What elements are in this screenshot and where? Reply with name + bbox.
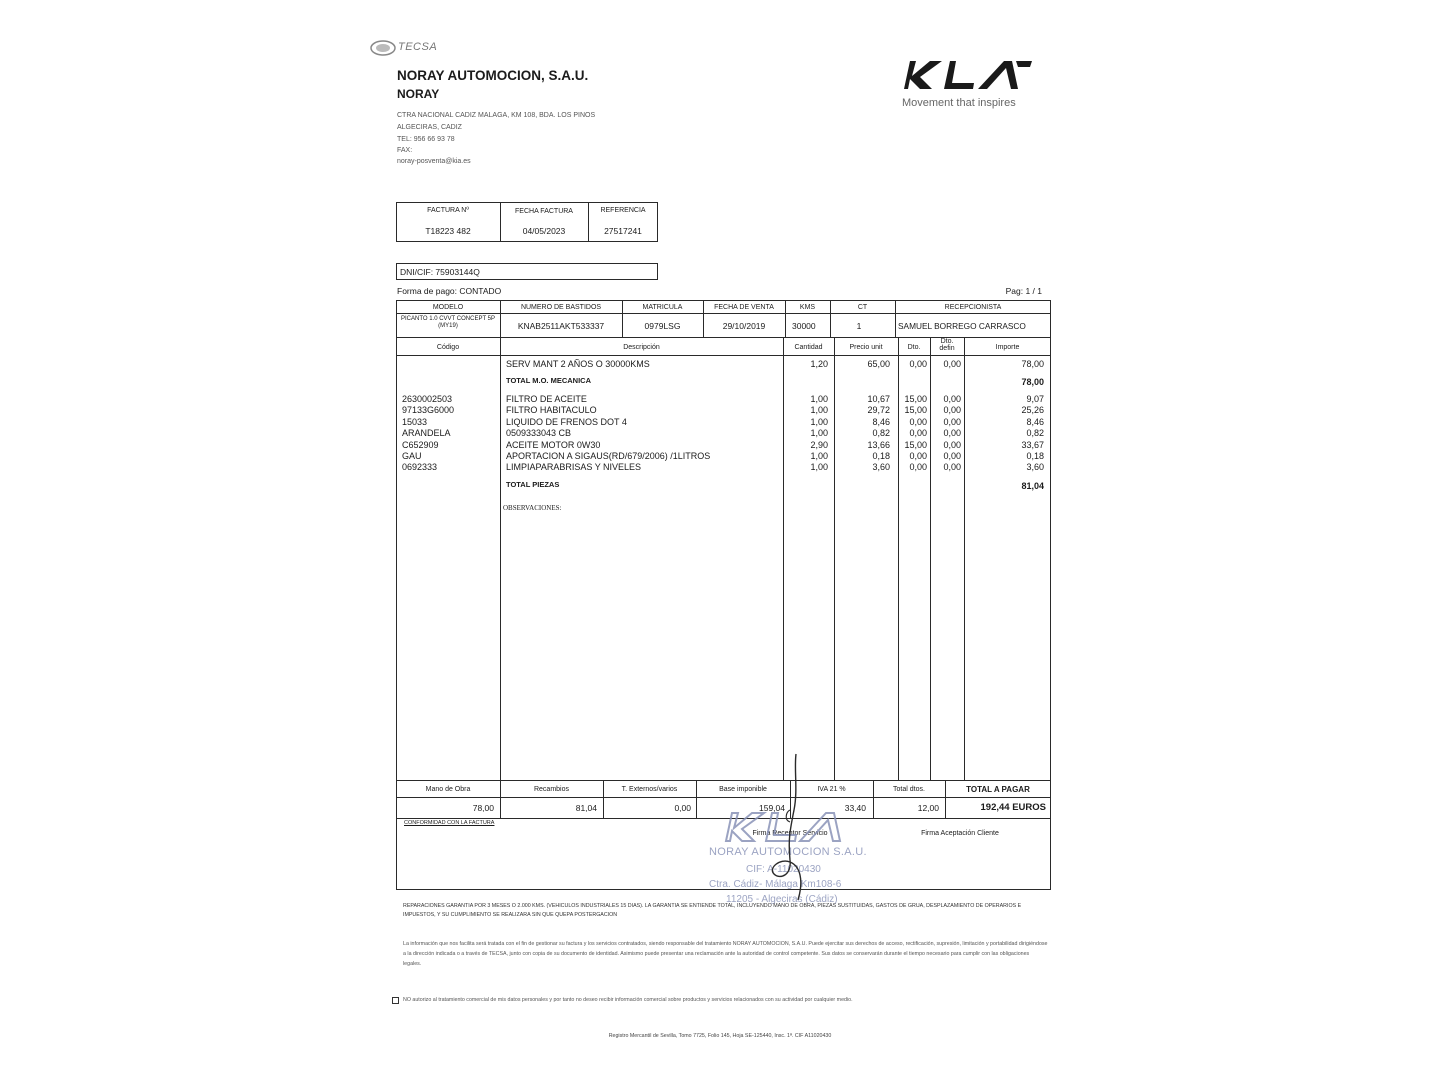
total-parts-label: Recambios	[533, 786, 569, 793]
dni-value: DNI/CIF: 75903144Q	[400, 267, 480, 277]
invoice-number: T18223 482	[425, 226, 471, 236]
company-tel: TEL: 956 66 93 78	[397, 136, 455, 143]
vehicle-plate-header: MATRICULA	[642, 304, 683, 311]
total-discounts-label: Total dtos.	[893, 786, 925, 793]
total-labor-label: Mano de Obra	[425, 786, 471, 793]
page-number: Pag: 1 / 1	[1005, 286, 1042, 296]
parts-amounts: 9,07 25,26 8,46 0,82 33,67 0,18 3,60	[1021, 394, 1044, 473]
parts-dtos2: 0,00 0,00 0,00 0,00 0,00 0,00 0,00	[943, 394, 961, 473]
vehicle-vin-header: NUMERO DE BASTIDOS	[520, 304, 602, 311]
total-vat-label: IVA 21 %	[817, 786, 846, 793]
company-short: NORAY	[397, 87, 440, 101]
labor-description: SERV MANT 2 AÑOS O 30000KMS	[506, 359, 650, 369]
lines-dto-header: Dto.	[907, 344, 921, 351]
tecsa-logo-icon	[370, 40, 396, 56]
invoice-reference-label: REFERENCIA	[600, 207, 646, 214]
vehicle-sale-date: 29/10/2019	[722, 321, 766, 331]
observations-label: OBSERVACIONES:	[503, 504, 562, 512]
total-labor: 78,00	[472, 803, 494, 813]
lines-amount-header: Importe	[995, 344, 1020, 351]
parts-dtos: 15,00 15,00 0,00 0,00 15,00 0,00 0,00	[904, 394, 927, 473]
vehicle-model-header: MODELO	[432, 304, 464, 311]
invoice-date: 04/05/2023	[522, 226, 566, 236]
payment-method: Forma de pago: CONTADO	[397, 286, 502, 296]
conformidad-label: CONFORMIDAD CON LA FACTURA	[404, 820, 495, 826]
kia-logo-icon	[900, 56, 1034, 92]
parts-prices: 10,67 29,72 8,46 0,82 13,66 0,18 3,60	[867, 394, 890, 473]
kia-tagline: Movement that inspires	[902, 97, 1016, 109]
vehicle-vin: KNAB2511AKT533337	[517, 321, 605, 331]
parts-total-label: TOTAL PIEZAS	[506, 480, 560, 489]
parts-qtys: 1,00 1,00 1,00 1,00 2,90 1,00 1,00	[810, 394, 828, 473]
stamp-line-2: CIF: A-11020430	[746, 864, 821, 875]
warranty-text: REPARACIONES GARANTIA POR 3 MESES O 2.000 KMS. (VEHICULOS INDUSTRIALES 15 DIAS). LA GARANTIA SE ENTIENDE TOTAL, INCLUYENDO MANO DE OBRA, PIEZAS SUSTITUIDAS, GASTOS DE GRUA, DESPLAZAMIENTO DE OPERARIOS E IMPUESTOS, Y SU CUMPLIMIENTO SE REALIZARA SIN QUE QUEPA POSTERGACION	[403, 903, 1022, 918]
labor-total: 78,00	[1021, 377, 1044, 387]
parts-total: 81,04	[1021, 481, 1044, 491]
kia-logo	[900, 56, 1040, 116]
stamp-line-3: Ctra. Cádiz- Málaga Km108-6	[709, 879, 842, 890]
total-vat: 33,40	[844, 803, 866, 813]
vehicle-model: PICANTO 1.0 CVVT CONCEPT 5P (MY19)	[400, 316, 496, 330]
total-discounts: 12,00	[917, 803, 939, 813]
invoice-reference: 27517241	[604, 226, 642, 236]
labor-total-label: TOTAL M.O. MECANICA	[506, 376, 591, 385]
company-address-2: ALGECIRAS, CADIZ	[397, 124, 462, 131]
stamp-line-4: 11205 - Algeciras (Cádiz)	[726, 894, 838, 905]
company-address-1: CTRA NACIONAL CADIZ MALAGA, KM 108, BDA. LOS PINOS	[397, 112, 596, 119]
labor-price: 65,00	[867, 359, 890, 369]
total-base: 159,04	[759, 803, 785, 813]
parts-descriptions: FILTRO DE ACEITE FILTRO HABITACULO LIQUIDO DE FRENOS DOT 4 0509333043 CB ACEITE MOTOR 0W30 APORTACION A SIGAUS(RD/679/2006) /1LITROS LIMPIAPARABRISAS Y NIVELES	[506, 394, 711, 473]
vehicle-kms: 30000	[792, 321, 816, 331]
client-signature-label: Firma Aceptación Cliente	[921, 830, 999, 837]
lines-dto2-header: Dto. defin	[939, 338, 955, 352]
labor-qty: 1,20	[810, 359, 828, 369]
vehicle-ct-header: CT	[857, 304, 868, 311]
total-external-label: T. Externos/varios	[621, 786, 678, 793]
labor-dto2: 0,00	[943, 359, 961, 369]
vehicle-plate: 0979LSG	[644, 321, 681, 331]
registry-text: Registro Mercantil de Sevilla, Tomo 7725, Folio 145, Hoja SE-125440, Insc. 1ª. CIF A11020430	[608, 1033, 832, 1039]
company-name: NORAY AUTOMOCION, S.A.U.	[397, 68, 589, 83]
company-signature-label: Firma Receptor Servicio	[752, 830, 828, 837]
consent-checkbox[interactable]	[392, 997, 399, 1004]
total-parts: 81,04	[575, 803, 597, 813]
stamp-line-1: NORAY AUTOMOCION S.A.U.	[709, 846, 867, 858]
consent-text: NO autorizo al tratamiento comercial de mis datos personales y por tanto no deseo recibir información comercial sobre productos y servicios relacionados con su actividad por cualquier medio.	[403, 997, 853, 1003]
tecsa-text: TECSA	[398, 41, 438, 53]
lines-description-header: Descripción	[623, 344, 660, 351]
total-base-label: Base imponible	[719, 786, 767, 793]
privacy-text: La información que nos facilita será tratada con el fin de gestionar su factura y los servicios contratados, siendo responsable del tratamiento NORAY AUTOMOCION, S.A.U. Puede ejercitar sus derechos de acceso, rectificación, supresión, limitación y portabilidad dirigiéndose a la dirección indicada o a través de TECSA, junto con copia de su documento de identidad. Asimismo puede presentar una reclamación ante la autoridad de control competente. Sus datos se conservarán durante el tiempo necesario para cumplir con las obligaciones legales.	[403, 941, 1048, 967]
handwritten-signature	[760, 750, 840, 910]
invoice-date-label: FECHA FACTURA	[515, 208, 573, 215]
labor-amount: 78,00	[1021, 359, 1044, 369]
lines-code-header: Código	[436, 344, 460, 351]
labor-dto: 0,00	[909, 359, 927, 369]
lines-qty-header: Cantidad	[794, 344, 823, 351]
total-to-pay: 192,44 EUROS	[980, 802, 1046, 813]
parts-codes: 2630002503 97133G6000 15033 ARANDELA C652909 GAU 0692333	[402, 394, 455, 473]
vehicle-ct: 1	[856, 321, 862, 331]
lines-price-header: Precio unit	[849, 344, 883, 351]
company-fax: FAX:	[397, 147, 413, 154]
total-to-pay-label: TOTAL A PAGAR	[966, 785, 1030, 794]
total-external: 0,00	[674, 803, 691, 813]
vehicle-receptionist-header: RECEPCIONISTA	[944, 304, 1002, 311]
vehicle-date-header: FECHA DE VENTA	[714, 304, 774, 311]
vehicle-kms-header: KMS	[799, 304, 816, 311]
invoice-number-label: FACTURA Nº	[427, 207, 469, 214]
company-email: noray-posventa@kia.es	[397, 158, 471, 165]
vehicle-receptionist: SAMUEL BORREGO CARRASCO	[898, 321, 1026, 331]
tecsa-logo	[370, 40, 450, 56]
